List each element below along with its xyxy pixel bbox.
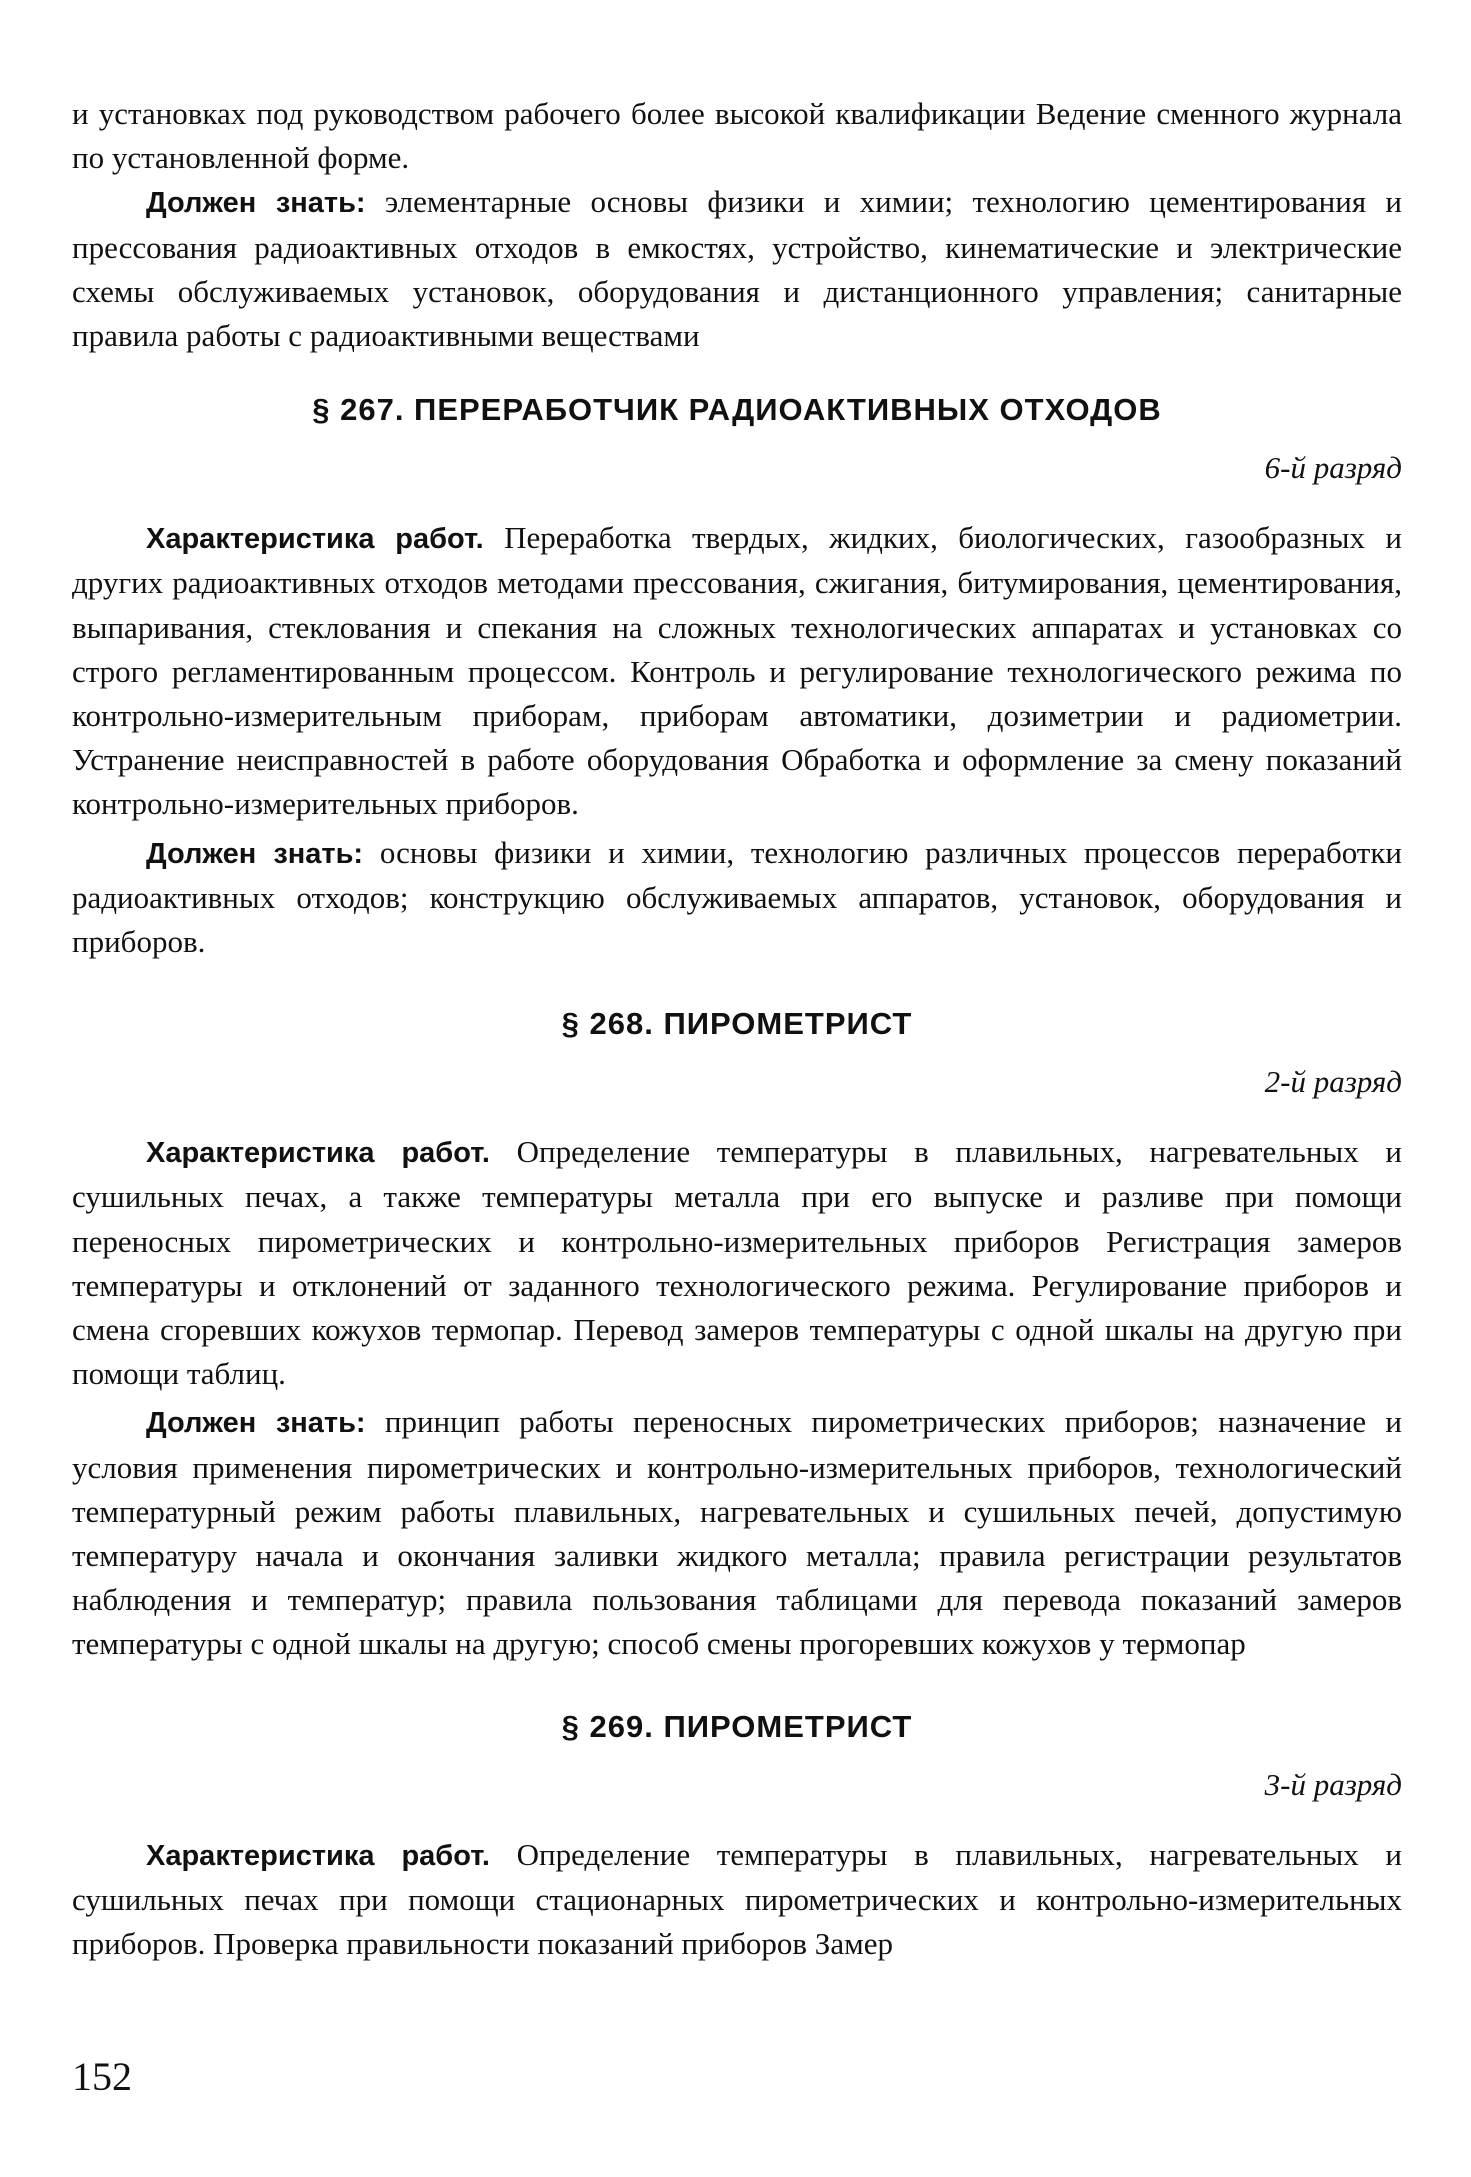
section-title-267: § 267. ПЕРЕРАБОТЧИК РАДИОАКТИВНЫХ ОТХОДОВ <box>312 392 1162 428</box>
knowledge-lead: Должен знать: <box>146 837 364 870</box>
page-number: 152 <box>72 2054 132 2099</box>
knowledge-text: принцип работы переносных пирометрических приборов; назначение и условия применения пирометрических и контрольно-измерительных приборов, технологический температурный режим работы плавильных, нагревательных и сушильных печей, допустимую температуру начала и окончания заливки жидкого металла; правила регистрации результатов наблюдения и температур; правила пользования таблицами для перевода показаний замеров температуры с одной шкалы на другую; способ смены прогоревших кожухов у термопар <box>72 1404 1403 1662</box>
knowledge-text: элементарные основы физики и химии; технологию цементирования и прессования радиоактивных отходов в емкостях, устройство, кинематические и электрические схемы обслуживаемых установок, оборудования и дистанционного управления; санитарные правила работы с радиоактивными веществами <box>72 184 1402 354</box>
section-268-knowledge <box>72 1400 1402 1666</box>
characteristics-lead: Характеристика работ. <box>146 523 484 556</box>
section-267-knowledge <box>72 831 1402 965</box>
intro-knowledge-paragraph <box>72 180 1402 358</box>
knowledge-text: основы физики и химии, технологию различных процессов переработки радиоактивных отходов; конструкцию обслуживаемых аппаратов, установок, оборудования и приборов. <box>72 834 1403 960</box>
characteristics-text: Определение температуры в плавильных, нагревательных и сушильных печах при помощи стационарных пирометрических и контрольно-измерительных приборов. Проверка правильности показаний приборов Замер <box>72 1836 1402 1962</box>
section-title-268: § 268. ПИРОМЕТРИСТ <box>561 1006 913 1042</box>
section-grade-269: 3-й разряд <box>1264 1766 1402 1802</box>
section-268-characteristics <box>72 1130 1402 1396</box>
section-269-characteristics <box>72 1833 1402 1967</box>
section-grade-267: 6-й разряд <box>1264 450 1402 486</box>
characteristics-lead: Характеристика работ. <box>146 1839 490 1872</box>
characteristics-lead: Характеристика работ. <box>146 1137 490 1170</box>
intro-paragraph: и установках под руководством рабочего более высокой квалификации Ведение сменного журнала по установленной форме. <box>72 96 1402 176</box>
characteristics-text: Переработка твердых, жидких, биологических, газообразных и других радиоактивных отходов методами прессования, сжигания, битумирования, цементирования, выпаривания, стеклования и спекания на сложных технологических аппаратах и установках со строго регламентированным процессом. Контроль и регулирование технологического режима по контрольно-измерительным приборам, приборам автоматики, дозиметрии и радиометрии. Устранение неисправностей в работе оборудования Обработка и оформление за смену показаний контрольно-измерительных приборов. <box>72 520 1402 822</box>
characteristics-text: Определение температуры в плавильных, нагревательных и сушильных печах, а также температуры металла при его выпуске и разливе при помощи переносных пирометрических и контрольно-измерительных приборов Регистрация замеров температуры и отклонений от заданного технологического режима. Регулирование приборов и смена сгоревших кожухов термопар. Перевод замеров температуры с одной шкалы на другую при помощи таблиц. <box>72 1134 1402 1392</box>
page-body <box>72 92 1402 1966</box>
knowledge-lead: Должен знать: <box>146 187 366 220</box>
section-grade-268: 2-й разряд <box>1264 1064 1402 1100</box>
knowledge-lead: Должен знать: <box>146 1407 366 1440</box>
section-title-269: § 269. ПИРОМЕТРИСТ <box>561 1708 913 1744</box>
section-267-characteristics <box>72 516 1402 826</box>
